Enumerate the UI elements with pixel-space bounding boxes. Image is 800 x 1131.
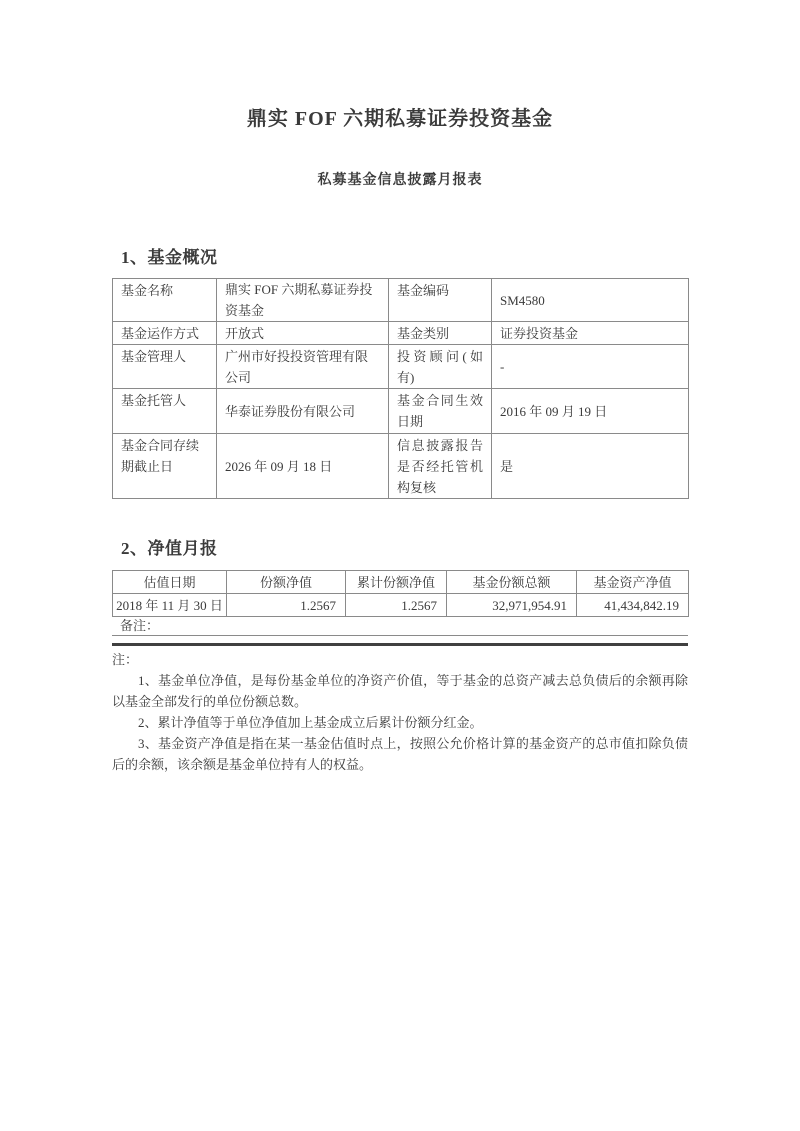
notes-label: 注：: [112, 652, 139, 667]
contract-expiry-date-value: 2026 年 09 月 18 日: [217, 434, 389, 499]
cumulative-nav-value: 1.2567: [346, 594, 447, 617]
net-assets-header: 基金资产净值: [577, 571, 689, 594]
net-assets-value: 41,434,842.19: [577, 594, 689, 617]
cumulative-nav-header: 累计份额净值: [346, 571, 447, 594]
fund-manager-value: 广州市好投投资管理有限公司: [217, 345, 389, 389]
fund-name-value: 鼎实 FOF 六期私募证券投资基金: [217, 279, 389, 322]
table-header-row: [113, 571, 689, 594]
table-row: [113, 434, 689, 499]
table-row: [113, 594, 689, 617]
note-item-3: 3、基金资产净值是指在某一基金估值时点上，按照公允价格计算的基金资产的总市值扣除负债后的余额，该余额是基金单位持有人的权益。: [112, 736, 688, 772]
notes-divider: [112, 643, 688, 646]
table-row: [113, 279, 689, 322]
custodian-label: 基金托管人: [113, 389, 217, 434]
section1-heading: 1、基金概况: [121, 248, 218, 267]
unit-nav-header: 份额净值: [227, 571, 346, 594]
page-subtitle: 私募基金信息披露月报表: [317, 173, 483, 188]
contract-expiry-date-label: 基金合同存续期截止日: [113, 434, 217, 499]
fund-overview-table: [112, 278, 689, 499]
investment-advisor-label: 投资顾问(如有): [389, 345, 492, 389]
valuation-date-value: 2018 年 11 月 30 日: [113, 594, 227, 617]
remark-row: [112, 617, 688, 636]
operation-mode-value: 开放式: [217, 322, 389, 345]
operation-mode-label: 基金运作方式: [113, 322, 217, 345]
custodian-value: 华泰证券股份有限公司: [217, 389, 389, 434]
table-row: [113, 345, 689, 389]
note-item-1: 1、基金单位净值，是每份基金单位的净资产价值，等于基金的总资产减去总负债后的余额再除以基金全部发行的单位份额总数。: [112, 673, 688, 709]
remark-label: 备注：: [120, 618, 160, 633]
fund-type-value: 证券投资基金: [492, 322, 689, 345]
fund-type-label: 基金类别: [389, 322, 492, 345]
contract-effective-date-value: 2016 年 09 月 19 日: [492, 389, 689, 434]
nav-monthly-table: [112, 570, 689, 617]
unit-nav-value: 1.2567: [227, 594, 346, 617]
investment-advisor-value: -: [492, 345, 689, 389]
page-title: 鼎实 FOF 六期私募证券投资基金: [246, 108, 554, 130]
fund-name-label: 基金名称: [113, 279, 217, 322]
notes-section: [112, 649, 688, 775]
contract-effective-date-label: 基金合同生效日期: [389, 389, 492, 434]
fund-code-label: 基金编码: [389, 279, 492, 322]
section2-heading: 2、净值月报: [121, 539, 218, 558]
disclosure-reviewed-value: 是: [492, 434, 689, 499]
total-shares-value: 32,971,954.91: [447, 594, 577, 617]
note-item-2: 2、累计净值等于单位净值加上基金成立后累计份额分红金。: [138, 715, 483, 730]
table-row: [113, 322, 689, 345]
table-row: [113, 389, 689, 434]
valuation-date-header: 估值日期: [113, 571, 227, 594]
fund-manager-label: 基金管理人: [113, 345, 217, 389]
total-shares-header: 基金份额总额: [447, 571, 577, 594]
fund-code-value: SM4580: [492, 279, 689, 322]
disclosure-reviewed-label: 信息披露报告是否经托管机构复核: [389, 434, 492, 499]
